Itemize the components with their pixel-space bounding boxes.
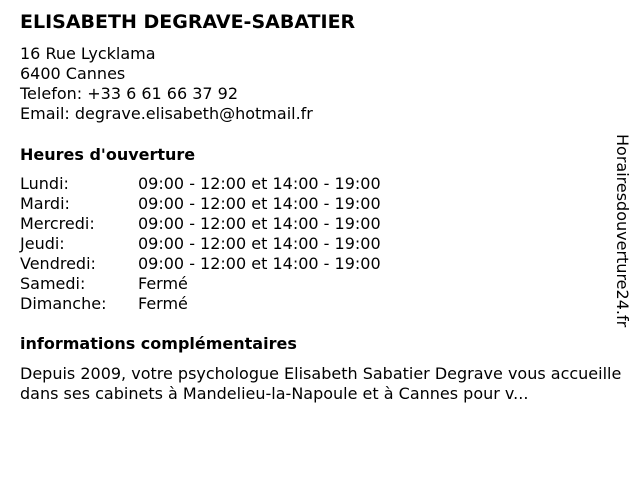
day-label: Samedi: [20,274,86,293]
address-street: 16 Rue Lycklama [20,44,156,63]
time-range: 09:00 - 12:00 et 14:00 - 19:00 [138,254,381,273]
time-range: 09:00 - 12:00 et 14:00 - 19:00 [138,174,381,193]
opening-hours-heading: Heures d'ouverture [20,145,196,164]
day-label: Jeudi: [20,234,65,253]
additional-info-text: Depuis 2009, votre psychologue Elisabeth Sabatier Degrave vous accueille dans ses cabinets à Mandelieu-la-Napoule et à Cannes pour v... [20,364,622,403]
day-label: Mercredi: [20,214,95,233]
time-range: Fermé [138,274,188,293]
additional-info-heading: informations complémentaires [20,334,297,353]
day-label: Lundi: [20,174,69,193]
address-city: 6400 Cannes [20,64,126,83]
email-address: Email: degrave.elisabeth@hotmail.fr [20,104,313,123]
time-range: Fermé [138,294,188,313]
day-label: Vendredi: [20,254,96,273]
site-watermark: Horairesdouverture24.fr [613,134,632,328]
time-range: 09:00 - 12:00 et 14:00 - 19:00 [138,214,381,233]
time-range: 09:00 - 12:00 et 14:00 - 19:00 [138,234,381,253]
time-range: 09:00 - 12:00 et 14:00 - 19:00 [138,194,381,213]
day-label: Mardi: [20,194,70,213]
day-label: Dimanche: [20,294,107,313]
phone-number: Telefon: +33 6 61 66 37 92 [20,84,239,103]
business-name: ELISABETH DEGRAVE-SABATIER [20,11,356,33]
